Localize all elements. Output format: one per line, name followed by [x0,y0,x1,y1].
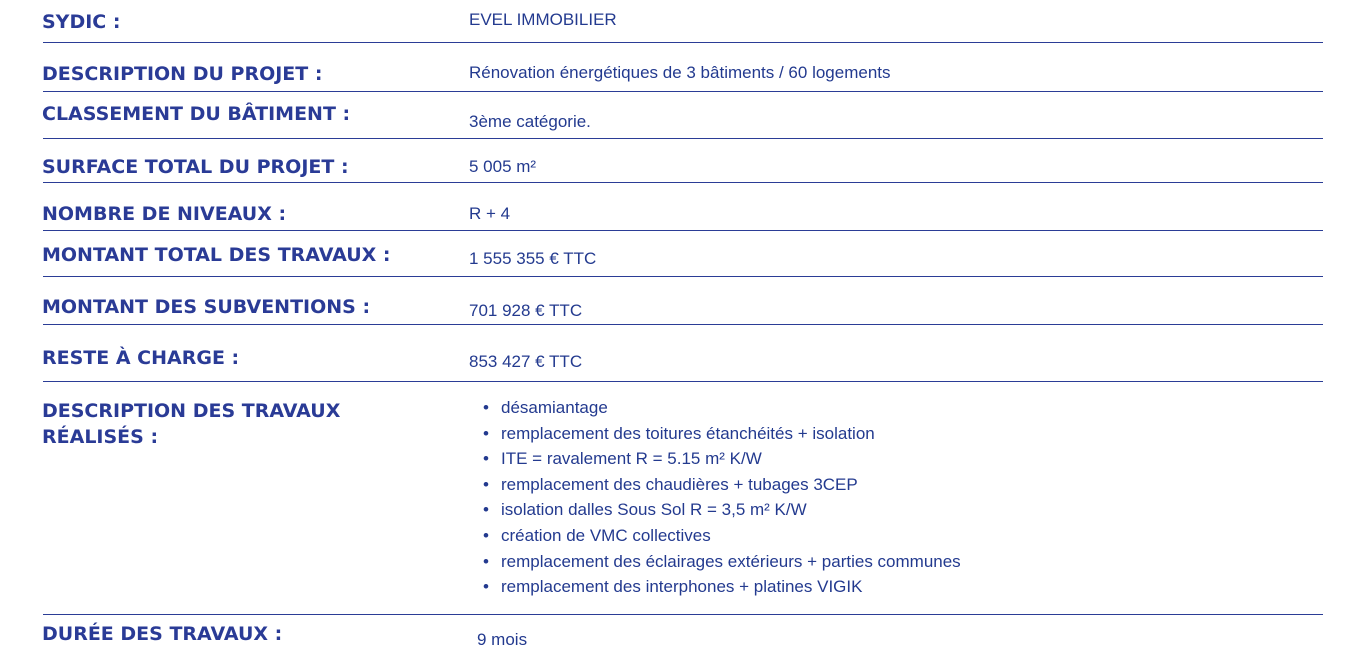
works-list-item: • remplacement des éclairages extérieurs + parties communes [482,549,961,575]
syndic-label: SYDIC : [42,11,121,33]
works-list-item: • remplacement des interphones + platines VIGIK [482,574,961,600]
remaining-cost-label: RESTE À CHARGE : [42,347,240,369]
works-list-item: • remplacement des toitures étanchéités + isolation [482,421,961,447]
duration-label: DURÉE DES TRAVAUX : [42,623,283,645]
works-list-item: • ITE = ravalement R = 5.15 m² K/W [482,446,961,472]
works-list-item: • création de VMC collectives [482,523,961,549]
row-divider [43,614,1323,615]
project-description-value: Rénovation énergétiques de 3 bâtiments / 60 logements [469,63,891,82]
levels-label: NOMBRE DE NIVEAUX : [42,203,287,225]
building-class-label: CLASSEMENT DU BÂTIMENT : [42,103,351,125]
remaining-cost-value: 853 427 € TTC [469,352,583,371]
subsidies-value: 701 928 € TTC [469,301,583,320]
syndic-value: EVEL IMMOBILIER [469,10,617,29]
project-description-label: DESCRIPTION DU PROJET : [42,63,323,85]
works-description-label [42,398,340,450]
works-list [482,395,961,600]
total-cost-label: MONTANT TOTAL DES TRAVAUX : [42,244,391,266]
works-list-item: • désamiantage [482,395,961,421]
works-list-item: • remplacement des chaudières + tubages 3CEP [482,472,961,498]
total-surface-value: 5 005 m² [469,157,537,176]
total-surface-label: SURFACE TOTAL DU PROJET : [42,156,349,178]
works-list-item: • isolation dalles Sous Sol R = 3,5 m² K/W [482,497,961,523]
total-cost-value: 1 555 355 € TTC [469,249,597,268]
row-divider [43,381,1323,382]
row-divider [43,42,1323,43]
levels-value: R + 4 [469,204,511,223]
row-divider [43,182,1323,183]
duration-value: 9 mois [477,630,528,649]
row-divider [43,324,1323,325]
row-divider [43,91,1323,92]
row-divider [43,138,1323,139]
subsidies-label: MONTANT DES SUBVENTIONS : [42,296,371,318]
row-divider [43,276,1323,277]
works-description-label-line2: RÉALISÉS : [42,426,159,448]
row-divider [43,230,1323,231]
works-description-label-line1: DESCRIPTION DES TRAVAUX [42,400,341,422]
building-class-value: 3ème catégorie. [469,112,591,131]
